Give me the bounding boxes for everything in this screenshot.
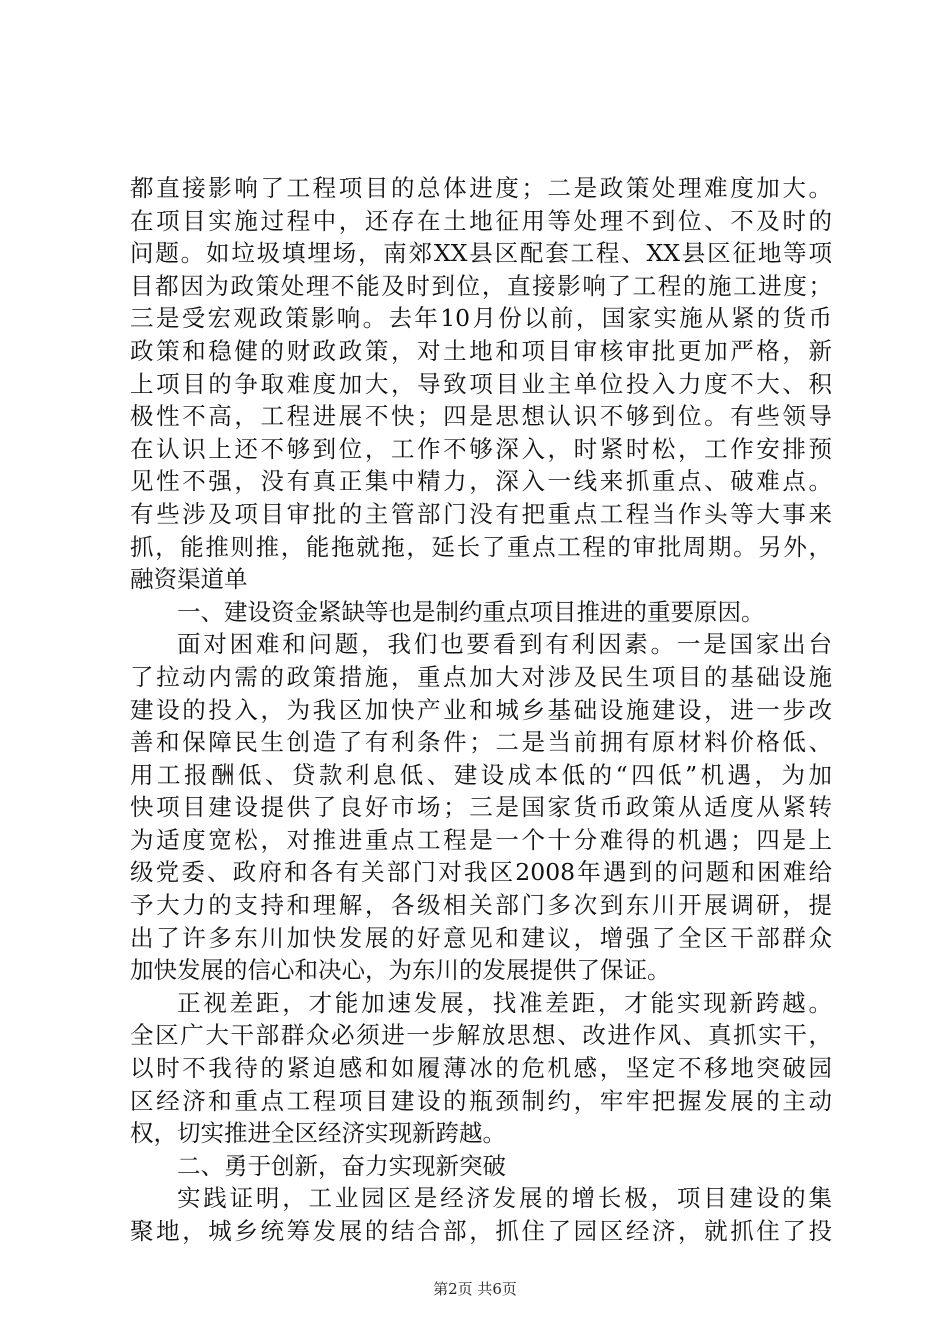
text-line: 用工报酬低、贷款利息低、建设成本低的“四低”机遇，为加	[130, 760, 832, 789]
text-line: 善和保障民生创造了有利条件；二是当前拥有原材料价格低、	[130, 728, 832, 757]
text-line: 为适度宽松，对推进重点工程是一个十分难得的机遇；四是上	[130, 825, 832, 854]
text-line: 以时不我待的紧迫感和如履薄冰的危机感，坚定不移地突破园	[130, 1054, 832, 1083]
text-line: 抓，能推则推，能拖就拖，延长了重点工程的审批周期。另外，	[130, 532, 832, 561]
text-line: 都直接影响了工程项目的总体进度；二是政策处理难度加大。	[130, 174, 832, 202]
text-line: 全区广大干部群众必须进一步解放思想、改进作风、真抓实干，	[130, 1021, 832, 1050]
text-line: 政策和稳健的财政政策，对土地和项目审核审批更加严格，新	[130, 336, 832, 365]
text-line: 建设的投入，为我区加快产业和城乡基础设施建设，进一步改	[130, 695, 832, 724]
document-body	[130, 172, 832, 1248]
text-line: 快项目建设提供了良好市场；三是国家货币政策从适度从紧转	[130, 793, 832, 822]
section-heading: 二、勇于创新，奋力实现新突破	[177, 1151, 506, 1180]
page-number-footer: 第2页 共6页	[433, 1280, 517, 1298]
section-heading: 一、建设资金紧缺等也是制约重点项目推进的重要原因。	[177, 597, 765, 626]
text-line: 予大力的支持和理解，各级相关部门多次到东川开展调研，提	[130, 891, 832, 920]
text-line: 区经济和重点工程项目建设的瓶颈制约，牢牢把握发展的主动	[130, 1086, 832, 1115]
text-line: 目都因为政策处理不能及时到位，直接影响了工程的施工进度；	[130, 271, 832, 300]
text-line: 有些涉及项目审批的主管部门没有把重点工程当作头等大事来	[130, 499, 832, 528]
text-line: 极性不高，工程进展不快；四是思想认识不够到位。有些领导	[130, 402, 832, 431]
text-line: 权，切实推进全区经济实现新跨越。	[130, 1119, 506, 1148]
text-line: 问题。如垃圾填埋场，南郊XX县区配套工程、XX县区征地等项	[130, 239, 832, 268]
text-line: 在项目实施过程中，还存在土地征用等处理不到位、不及时的	[130, 206, 832, 235]
text-line: 在认识上还不够到位，工作不够深入，时紧时松，工作安排预	[130, 434, 832, 463]
paragraph-first-line: 实践证明，工业园区是经济发展的增长极，项目建设的集	[177, 1184, 832, 1213]
text-line: 见性不强，没有真正集中精力，深入一线来抓重点、破难点。	[130, 467, 832, 496]
paragraph-first-line: 面对困难和问题，我们也要看到有利因素。一是国家出台	[177, 630, 832, 659]
text-line: 上项目的争取难度加大，导致项目业主单位投入力度不大、积	[130, 369, 832, 398]
text-line: 聚地，城乡统筹发展的结合部，抓住了园区经济，就抓住了投	[130, 1217, 832, 1245]
text-line: 三是受宏观政策影响。去年10月份以前，国家实施从紧的货币	[130, 304, 832, 333]
text-line: 出了许多东川加快发展的好意见和建议，增强了全区干部群众	[130, 923, 832, 952]
text-line: 了拉动内需的政策措施，重点加大对涉及民生项目的基础设施	[130, 662, 832, 691]
paragraph-first-line: 正视差距，才能加速发展，找准差距，才能实现新跨越。	[177, 988, 832, 1017]
text-line: 级党委、政府和各有关部门对我区2008年遇到的问题和困难给	[130, 858, 832, 887]
text-line: 融资渠道单	[130, 565, 248, 594]
text-line: 加快发展的信心和决心，为东川的发展提供了保证。	[130, 956, 671, 985]
